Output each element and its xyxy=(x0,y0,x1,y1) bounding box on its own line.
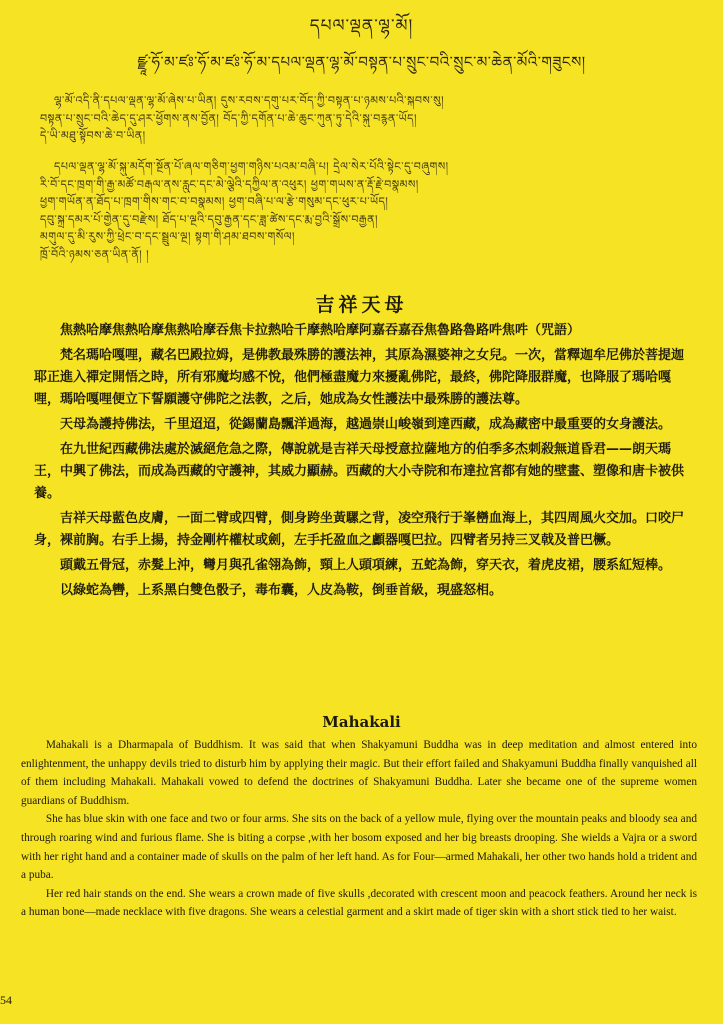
english-paragraph: Mahakali is a Dharmapala of Buddhism. It was said that when Shakyamuni Buddha was in deep meditation and almost entered into enlightenment, the unhappy devils tried to disturb him by applying their magic. But their effort failed and Shakyamuni Buddha finally vanquished all of them including Mahakali. Mahakali vowed to defend the doctrines of Shakyamuni Buddha. Later she became one of the supreme women guardians of Buddhism. xyxy=(21,739,697,807)
english-title: Mahakali xyxy=(322,713,401,731)
chinese-body xyxy=(34,320,694,602)
tibetan-line: མགུལ་དུ་མི་རུས་ཀྱི་ཕྲེང་བ་དང་སྦྲུལ་ལྔ། སྟག་གི་ཤམ་ཐབས་གསོལ། xyxy=(40,230,295,243)
chinese-paragraph: 天母為護持佛法，千里迢迢，從錫蘭島飄洋過海，越過崇山峻嶺到達西藏，成為藏密中最重要的女身護法。 xyxy=(60,417,672,432)
tibetan-line: དཔལ་ལྡན་ལྷ་མོ་སྐུ་མདོག་སྔོན་པོ་ཞལ་གཅིག་ཕྱག་གཉིས་པའམ་བཞི་པ། དྲེལ་སེར་པོའི་སྟེང་དུ་བཞུགས། xyxy=(54,160,449,173)
tibetan-line: དབུ་སྐྲ་དམར་པོ་གྱེན་དུ་བརྫེས། ཐོད་པ་ལྔའི་དབུ་རྒྱན་དང་ཟླ་ཚེས་དང་རྨ་བྱའི་སྒྲོས་བརྒྱན། xyxy=(40,212,378,226)
tibetan-line: ཁྲོ་བོའི་ཉམས་ཅན་ཡིན་ནོ། ། xyxy=(40,247,150,261)
tibetan-line: ལྷ་མོ་འདི་ནི་དཔལ་ལྡན་ལྷ་མོ་ཞེས་པ་ཡིན། དུས་རབས་དགུ་པར་བོད་ཀྱི་བསྟན་པ་ཉམས་པའི་སྐབས་སུ། xyxy=(54,94,445,107)
tibetan-paragraph-1 xyxy=(40,92,695,145)
chinese-paragraph: 以綠蛇為轡，上系黑白雙色骰子，毒布囊，人皮為鞍，倒垂首級，現盛怒相。 xyxy=(60,583,503,598)
tibetan-line: དེ་ཡི་མཐུ་སྟོབས་ཆེ་བ་ཡིན། xyxy=(40,129,146,142)
english-body xyxy=(21,736,697,922)
tibetan-paragraph-2 xyxy=(40,158,695,263)
chinese-paragraph: 頭戴五骨冠，赤髮上沖，彎月與孔雀翎為飾，頸上人頭項練，五蛇為飾，穿天衣，着虎皮裙，腰系紅短棒。 xyxy=(60,558,672,573)
chinese-paragraph: 吉祥天母藍色皮膚，一面二臂或四臂，側身跨坐黃騾之背，凌空飛行于峯巒血海上，其四周風火交加。口咬尸身，裸前胸。右手上揚，持金剛杵權杖或劍，左手托盈血之顱器嘎巴拉。四臂者另持三叉戟及普巴橛。 xyxy=(34,511,685,548)
tibetan-mantra: ཛྫཱ་ཧོ་མ་ཛཿ་ཧོ་མ་ཛཿ་ཧོ་མ་དཔལ་ལྡན་ལྷ་མོ་བསྟན་པ་སྲུང་བའི་སྲུང་མ་ཆེན་མོའི་གཟུངས། xyxy=(137,53,586,71)
tibetan-line: རི་བོ་དང་ཁྲག་གི་རྒྱ་མཚོ་བརྒལ་ནས་རླུང་དང་མེ་ལྕེའི་དཀྱིལ་ན་འཕུར། ཕྱག་གཡས་ན་རྡོ་རྗེ་བསྣམས། xyxy=(40,177,419,191)
english-paragraph: Her red hair stands on the end. She wears a crown made of five skulls ,decorated with crescent moon and peacock feathers. Around her neck is a human bone—made necklace with five dragons. She wears a celestial garment and a skirt made of tiger skin with a short stick tied to her waist. xyxy=(21,887,697,919)
page-number: 54 xyxy=(0,993,12,1007)
chinese-title: 吉祥天母 xyxy=(315,294,408,316)
chinese-paragraph: 在九世紀西藏佛法處於滅絕危急之際，傳說就是吉祥天母授意拉薩地方的伯季多杰刺殺無道昏君——朗天瑪王，中興了佛法，而成為西藏的守護神，其威力顯赫。西藏的大小寺院和布達拉宮都有她的壁畫、塑像和唐卡被供養。 xyxy=(34,442,685,501)
english-paragraph: She has blue skin with one face and two or four arms. She sits on the back of a yellow mule, flying over the mountain peaks and bloody sea and through roaring wind and furious flame. She is biting a corpse ,with her bosom exposed and her big breasts drooping. She wields a Vajra or a sword with her right hand and a container made of skulls on the palm of her left hand. As for Four—armed Mahakali, her other two hands hold a trident and a puba. xyxy=(21,813,697,882)
tibetan-title: དཔལ་ལྡན་ལྷ་མོ། xyxy=(309,16,414,36)
chinese-paragraph: 梵名瑪哈嘎哩，藏名巴殿拉姆，是佛教最殊勝的護法神，其原為濕婆神之女兒。一次，當釋迦牟尼佛於菩提迦耶正進入禪定開悟之時，所有邪魔均感不悅，他們極盡魔力來擾亂佛陀，最終，佛陀降服群魔，也降服了瑪哈嘎哩，瑪哈嘎哩便立下誓願護守佛陀之法教，之后，她成為女性護法中最殊勝的護法尊。 xyxy=(34,348,685,407)
chinese-mantra: 焦熱哈摩焦熱哈摩焦熱哈摩吞焦卡拉熱哈千摩熱哈摩阿嘉吞嘉吞焦魯路魯路吽焦吽（咒語） xyxy=(60,323,581,338)
tibetan-line: བསྟན་པ་སྲུང་བའི་ཆེད་དུ་ཤར་ཕྱོགས་ནས་བྱོན། བོད་ཀྱི་དགོན་པ་ཆེ་ཆུང་ཀུན་ཏུ་དེའི་སྐུ་བརྙན་ཡོད། xyxy=(40,111,417,125)
tibetan-line: ཕྱག་གཡོན་ན་ཐོད་པ་ཁྲག་གིས་གང་བ་བསྣམས། ཕྱག་བཞི་པ་ལ་རྩེ་གསུམ་དང་ཕུར་པ་ཡོད། xyxy=(40,195,389,208)
